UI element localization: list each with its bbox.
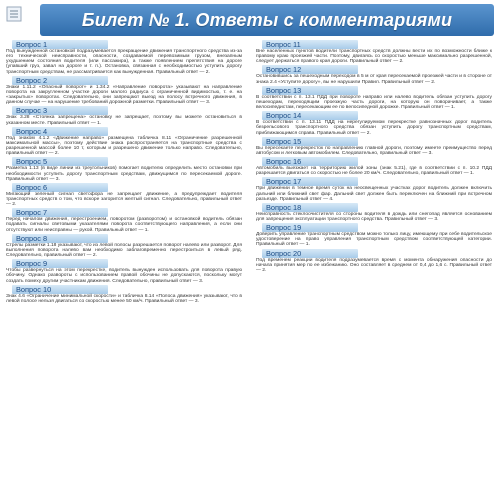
question-header: Вопрос 11: [262, 40, 358, 49]
question-block: [4, 76, 244, 106]
question-block: [4, 40, 244, 75]
question-block: [254, 157, 494, 176]
answer-text: Перед началом движения, перестроением, поворотом (разворотом) и остановкой водитель обязан подавать сигналы световыми указателями поворота соответствующего направления, а если они отсутствуют или неисправны — рукой. Правильный ответ — 1.: [6, 217, 242, 233]
answer-text: Остановившись за пешеходным переходом в 5 м от края пересекаемой проезжей части и в стороне от знака 2.4 «Уступите дорогу», вы не нарушили Правил. Правильный ответ — 2.: [256, 74, 492, 85]
question-header: Вопрос 6: [12, 183, 108, 192]
answer-text: Стрелы разметки 1.18 указывают, что из левой полосы разрешается поворот налево или разворот. Для выполнения поворота налево вам необходимо заблаговременно перестроиться в левый ряд. Следовательно, правильный ответ — 2.: [6, 242, 242, 259]
question-block: [4, 183, 244, 207]
question-block: [254, 249, 494, 273]
answer-text: Знак 4.6 «Ограничение минимальной скорости» и табличка 8.14 «Полоса движения» указывают, что в левой полосе нельзя двигаться со скоростью менее 50 км/ч. Правильный ответ — 3.: [6, 293, 242, 304]
answer-text: Под временем реакции водителя подразумевается время с момента обнаружения опасности до начала принятия мер по ее избежанию. Оно составляет в среднем от 0,4 до 1,6 с. Правильный ответ — 2.: [256, 257, 492, 273]
answer-text: Доверить управление транспортным средством можно только лицу, имеющему при себе водительское удостоверение на право управления транспортным средством соответствующей категории. Правильный ответ — 1.: [256, 232, 492, 248]
question-block: [4, 127, 244, 157]
question-header: Вопрос 14: [262, 111, 358, 120]
answer-text: Вы пересекаете перекресток по направлению главной дороги, поэтому имеете преимущество перед автобусом и легковым автомобилем. Следовательно, правильный ответ — 3.: [256, 145, 492, 156]
answer-text: Автомобиль выезжает на территорию жилой зоны (знак 5.21), где в соответствии с п. 10.2 ПДД разрешается двигаться со скоростью не более 20 км/ч. Следовательно, правильный ответ — 1.: [256, 166, 492, 177]
question-header: Вопрос 12: [262, 65, 358, 74]
question-block: [254, 40, 494, 64]
question-header: Вопрос 18: [262, 203, 358, 212]
question-block: [254, 86, 494, 110]
title-bar: [40, 4, 494, 36]
question-header: Вопрос 8: [12, 234, 108, 243]
answers-columns: [0, 40, 500, 500]
answer-text: Знак 3.28 «Стоянка запрещена» остановку не запрещает, поэтому вы можете остановиться в указанном месте. Правильный ответ — 1.: [6, 115, 242, 126]
answer-text: Под знаком 4.1.2 «Движение направо» размещена табличка 8.11 «Ограничение разрешенной максимальной массы», поэтому действие знака распространяется на транспортные средства с разрешенной массой более 10 т, которым и разрешено движение только направо. Следовательно, правильный ответ — 2.: [6, 135, 242, 157]
question-block: [4, 234, 244, 258]
question-block: [4, 157, 244, 181]
question-block: [254, 65, 494, 84]
question-block: [4, 259, 244, 283]
answer-text: Под вынужденной остановкой подразумевается прекращение движения транспортного средства из-за его технической неисправности, опасности, создаваемой перевозимым грузом, внезапным ухудшением состояния водителя (или пассажира), а также появлением препятствия на дороге (упавший груз, завал на дороге и т. п.). Остановка, связанная с необходимостью уступить дорогу транспортным средствам, не рассматривается как вынужденная. Правильный ответ — 2.: [6, 49, 242, 75]
question-block: [254, 137, 494, 156]
question-block: [4, 285, 244, 304]
question-header: Вопрос 20: [262, 249, 358, 258]
question-header: Вопрос 4: [12, 127, 108, 136]
page-title: Билет № 1. Ответы с комментариями: [81, 9, 453, 30]
answer-text: При движении в темное время суток на неосвещенных участках дорог водитель должен включить дальний или ближний свет фар. Дальний свет должен быть переключен на ближний при встречном разъезде. Правильный ответ — 4.: [256, 186, 492, 202]
question-header: Вопрос 13: [262, 86, 358, 95]
page-icon: [6, 6, 22, 22]
question-header: Вопрос 15: [262, 137, 358, 146]
answer-text: Знаки 1.11.2 «Опасный поворот» и 1.34.2 «Направление поворота» указывают на направление поворота на закругленном участке дороги малого радиуса с ограниченной видимостью, т. е. на «закрытых» поворотах. Следовательно, они запрещают выезд на полосу встречного движения, в данном случае — на нарушение требований дорожной разметки. Правильный ответ — 3.: [6, 84, 242, 106]
question-header: Вопрос 1: [12, 40, 108, 49]
question-block: [254, 223, 494, 247]
question-header: Вопрос 19: [262, 223, 358, 232]
question-header: Вопрос 9: [12, 259, 108, 268]
question-block: [4, 106, 244, 125]
answer-text: В соответствии с п. 13.11 ПДД на нерегулируемом перекрестке равнозначных дорог водитель безрельсового транспортного средства обязан уступить дорогу транспортным средствам, приближающимся справа. Правильный ответ — 2.: [256, 120, 492, 136]
answer-text: Неисправность стеклоочистителя со стороны водителя в дождь или снегопад является основанием для запрещения эксплуатации транспортного средства. Правильный ответ — 3.: [256, 211, 492, 222]
question-header: Вопрос 3: [12, 106, 108, 115]
question-block: [254, 111, 494, 135]
answer-text: Вне населенных пунктов водители транспортных средств должны вести их по возможности ближе к правому краю проезжей части. Поэтому, двигаясь со скоростью меньше максимально разрешенной, следует держаться правого края дороги. Правильный ответ — 2.: [256, 49, 492, 65]
question-header: Вопрос 17: [262, 177, 358, 186]
question-header: Вопрос 16: [262, 157, 358, 166]
question-header: Вопрос 5: [12, 157, 108, 166]
question-block: [254, 177, 494, 201]
right-column: [254, 40, 494, 500]
question-block: [4, 208, 244, 232]
answer-text: В соответствии с п. 13.1 ПДД при повороте направо или налево водитель обязан уступить дорогу пешеходам, переходящим проезжую часть дороги, на которую он поворачивает, а также велосипедистам, пересекающим ее по велосипедной дорожке. Правильный ответ — 1.: [256, 94, 492, 111]
question-block: [254, 203, 494, 222]
answer-text: Чтобы развернуться на этом перекрестке, водитель вынужден использовать для поворота правую обочину. Однако развороты с использованием правой обочины не допускаются, поскольку могут создать помеху другим участникам движения. Следовательно, правильный ответ — 3.: [6, 268, 242, 284]
question-header: Вопрос 7: [12, 208, 108, 217]
question-header: Вопрос 2: [12, 76, 108, 85]
answer-text: Мигающий зеленый сигнал светофора не запрещает движение, а предупреждает водителя транспортных средств о том, что вскоре загорится желтый сигнал. Следовательно, правильный ответ — 2.: [6, 191, 242, 208]
answer-text: Разметка 1.13 (в виде линии из треугольников) помогает водителю определить место остановки при необходимости уступить дорогу транспортным средствам, движущимся по пересекаемой дороге. Правильный ответ — 3.: [6, 166, 242, 182]
question-header: Вопрос 10: [12, 285, 108, 294]
left-column: [4, 40, 244, 500]
